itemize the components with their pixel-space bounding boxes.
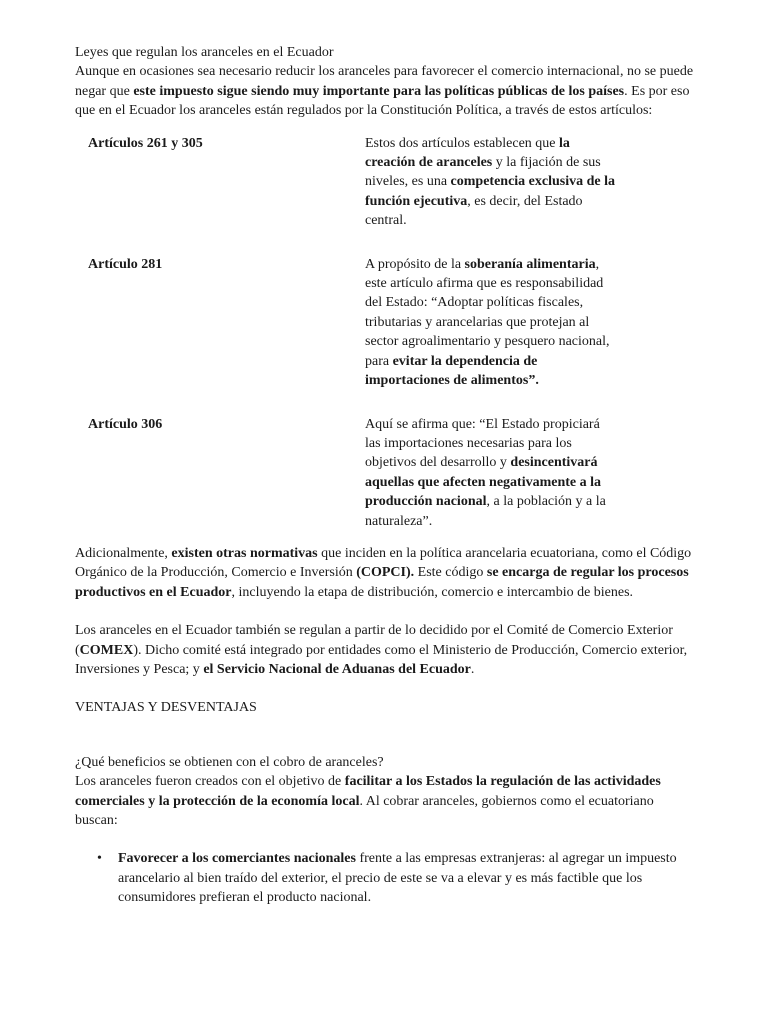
bold-run: soberanía alimentaria — [464, 256, 596, 272]
text-run: frente a las empresas extranjeras: al agregar un impuesto arancelario al bien traído del exterior, el precio de este se va a elevar y es más factible que los consumidores prefieran el producto nacional. — [118, 851, 677, 906]
bold-run: se encarga de regular los procesos productivos en el Ecuador — [75, 565, 689, 600]
article-row — [88, 415, 695, 531]
text-run: Aquí se afirma que: “El Estado propiciará las importaciones necesarias para los objetivos del desarrollo y — [365, 416, 600, 471]
text-run: . Al cobrar aranceles, gobiernos como el ecuatoriano buscan: — [75, 793, 654, 828]
bold-run: el Servicio Nacional de Aduanas del Ecuador — [203, 661, 471, 677]
benefits-paragraph — [75, 772, 695, 830]
text-run: y la fijación de sus niveles, es una — [365, 155, 601, 190]
text-run: Adicionalmente, — [75, 545, 172, 561]
article-description — [365, 415, 615, 531]
bold-run: COMEX — [79, 642, 134, 658]
bold-run: la creación de aranceles — [365, 135, 570, 171]
bold-run: evitar la dependencia de importaciones de alimentos”. — [365, 353, 539, 389]
article-name: Artículos 261 y 305 — [88, 135, 203, 151]
benefits-list — [75, 849, 695, 907]
comex-paragraph — [75, 621, 695, 679]
bold-run: Favorecer a los comerciantes nacionales — [118, 851, 356, 867]
text-run: , es decir, del Estado central. — [365, 193, 583, 229]
bold-run: este impuesto sigue siendo muy importante para las políticas públicas de los países — [133, 83, 625, 99]
text-run: . Es por eso que en el Ecuador los aranceles están regulados por la Constitución Política, a través de estos artículos: — [75, 83, 690, 119]
text-run: que inciden en la política arancelaria ecuatoriana, como el Código Orgánico de la Producción, Comercio e Inversión — [75, 545, 692, 581]
articles-table — [88, 134, 695, 531]
text-run: , incluyendo la etapa de distribución, comercio e intercambio de bienes. — [231, 584, 634, 600]
article-description — [365, 255, 615, 391]
text-run: , este artículo afirma que es responsabilidad del Estado: “Adoptar políticas fiscales, tributarias y arancelarias que protejan al sector agroalimentario y pesquero nacional, para — [365, 256, 610, 369]
bold-run: competencia exclusiva de la función ejecutiva — [365, 174, 616, 209]
article-description — [365, 134, 615, 231]
text-run: . — [470, 661, 475, 677]
intro-paragraph — [75, 62, 695, 120]
bold-run: (COPCI). — [356, 565, 415, 581]
text-run: Los aranceles fueron creados con el objetivo de — [75, 774, 345, 790]
text-run: , a la población y a la naturaleza”. — [365, 494, 606, 529]
article-name: Artículo 281 — [88, 256, 163, 272]
text-run: Estos dos artículos establecen que — [365, 135, 560, 151]
copci-paragraph — [75, 544, 695, 602]
list-item — [118, 849, 695, 907]
bold-run: desincentivará aquellas que afecten negativamente a la producción nacional — [365, 455, 602, 510]
text-run: Los aranceles en el Ecuador también se regulan a partir de lo decidido por el Comité de Comercio Exterior ( — [75, 623, 673, 658]
article-name: Artículo 306 — [88, 416, 163, 432]
bold-run: facilitar a los Estados la regulación de las actividades comerciales y la protección de la economía local — [75, 774, 661, 809]
bold-run: existen otras normativas — [171, 545, 318, 561]
text-run: Este código — [414, 565, 487, 581]
article-row — [88, 255, 695, 391]
text-run: Aunque en ocasiones sea necesario reducir los aranceles para favorecer el comercio internacional, no se puede negar que — [75, 64, 694, 99]
section-heading: VENTAJAS Y DESVENTAJAS — [75, 700, 257, 716]
document-title: Leyes que regulan los aranceles en el Ecuador — [75, 45, 334, 60]
question-heading: ¿Qué beneficios se obtienen con el cobro de aranceles? — [75, 754, 384, 770]
text-run: A propósito de la — [365, 256, 465, 272]
article-row — [88, 134, 695, 231]
document-page — [75, 43, 695, 922]
text-run: ). Dicho comité está integrado por entidades como el Ministerio de Producción, Comercio exterior, Inversiones y Pesca; y — [75, 642, 688, 677]
